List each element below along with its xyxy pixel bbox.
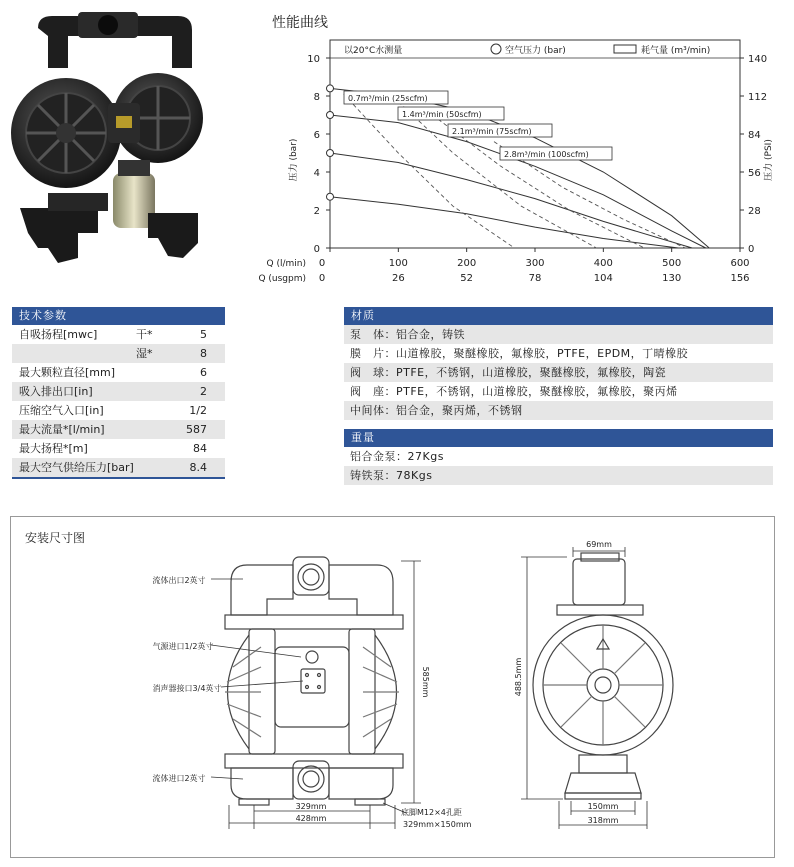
spec-sub: 干* [136,328,153,341]
dim-428: 428mm [295,814,327,823]
air-label: 2.8m³/min (100scfm) [504,150,589,159]
y-tick-label-bar: 10 [307,54,320,65]
spec-row [12,458,225,477]
dim-69: 69mm [586,540,612,549]
material-row: 阀 座：PTFE，不锈钢，山道橡胶，聚醚橡胶，氟橡胶，聚丙烯 [350,385,678,398]
spec-sub: 湿* [136,347,153,360]
spec-key: 吸入排出口[in] [19,385,93,398]
spec-key: 最大空气供给压力[bar] [19,461,134,474]
spec-value: 2 [200,385,207,398]
y-tick-label-bar: 6 [313,130,320,141]
y-tick-label-bar: 8 [313,92,320,103]
y-tick-label-bar: 2 [313,206,320,217]
material-row: 阀 球：PTFE，不锈钢，山道橡胶，聚醚橡胶，氟橡胶，陶瓷 [344,363,773,382]
spec-value: 5 [200,328,207,341]
air-label: 1.4m³/min (50scfm) [402,110,482,119]
weight-row: 铝合金泵：27Kgs [350,450,444,463]
spec-value: 587 [186,423,207,436]
x-tick-label-gpm: 104 [593,273,613,284]
weight-header: 重量 [344,429,773,447]
pump-photo [8,8,208,278]
x-tick-label-gpm: 130 [662,273,682,284]
x-tick-label-gpm: 78 [528,273,542,284]
spec-value: 84 [193,442,207,455]
legend-air-consumption: 耗气量 (m³/min) [641,46,711,56]
spec-row [12,401,225,420]
x-tick-label-gpm: 52 [460,273,474,284]
spec-value: 8 [200,347,207,360]
dim-488: 488.5mm [514,657,523,697]
spec-key: 压缩空气入口[in] [19,404,104,417]
legend-water: 以20°C水测量 [344,46,403,56]
spec-row [12,382,225,401]
pressure-curve-marker-0 [327,85,334,92]
material-row: 膜 片：山道橡胶，聚醚橡胶，氟橡胶，PTFE，EPDM，丁晴橡胶 [350,347,689,360]
x-label-lpm: Q (l/min) [266,259,306,269]
legend-air-pressure: 空气压力 (bar) [505,46,566,56]
installation-drawing [11,517,774,857]
spec-row [12,420,225,439]
material-header: 材质 [344,307,773,325]
side-view-leaders [521,547,647,829]
right-axis-label: 压力 (PSI) [764,139,774,181]
material-row: 中间体：铝合金，聚丙烯，不锈钢 [344,401,773,420]
air-label: 2.1m³/min (75scfm) [452,127,532,136]
front-view [225,557,403,805]
spec-row [12,344,225,363]
spec-key: 自吸扬程[mwc] [19,328,98,341]
y-tick-label-psi: 140 [748,54,768,65]
spec-key: 最大颗粒直径[mm] [19,366,116,379]
foot-note: 底脚M12×4孔距 [401,808,462,817]
x-tick-label-gpm: 0 [318,273,326,284]
weight-table [344,429,773,485]
label-outlet: 流体出口2英寸 [152,576,206,585]
spec-row [12,363,225,382]
spec-key: 最大流量*[l/min] [19,423,105,436]
x-tick-label-gpm: 26 [391,273,405,284]
spec-value: 8.4 [189,461,207,474]
x-label-gpm: Q (usgpm) [258,274,306,284]
y-tick-label-psi: 56 [748,168,761,179]
pressure-curve-marker-2 [327,150,334,157]
pressure-curve-marker-1 [327,112,334,119]
y-tick-label-psi: 84 [748,130,761,141]
curve-title: 性能曲线 [272,15,328,31]
dim-150: 150mm [587,802,619,811]
weight-row: 铸铁泵：78Kgs [344,466,773,485]
spec-row [12,325,225,344]
x-tick-label-lpm: 400 [593,258,613,269]
material-row: 泵 体：铝合金，铸铁 [344,325,773,344]
spec-table [12,307,225,479]
dim-329: 329mm [295,802,327,811]
air-label: 0.7m³/min (25scfm) [348,94,428,103]
left-axis-label: 压力 (bar) [289,138,299,182]
pressure-curve-marker-3 [327,193,334,200]
dim-318: 318mm [587,816,619,825]
y-tick-label-psi: 112 [748,92,768,103]
label-air-inlet: 气源进口1/2英寸 [152,642,214,651]
y-tick-label-bar: 0 [313,244,320,255]
x-tick-label-lpm: 300 [525,258,545,269]
legend-air-consumption-marker [614,45,636,53]
chart-plot-area [330,40,740,248]
x-tick-label-lpm: 600 [730,258,750,269]
spec-header: 技术参数 [12,307,225,325]
x-tick-label-lpm: 200 [457,258,477,269]
installation-drawing-panel [10,516,775,858]
x-tick-label-lpm: 0 [318,258,326,269]
pressure-curve-3 [330,197,679,248]
label-inlet: 流体进口2英寸 [152,774,206,783]
pressure-curve-2 [330,153,692,248]
front-view-leaders [211,561,421,829]
x-tick-label-lpm: 500 [662,258,682,269]
legend-air-pressure-marker [491,44,501,54]
spec-key: 最大扬程*[m] [19,442,88,455]
spec-value: 6 [200,366,207,379]
material-table [344,307,773,420]
performance-curve-chart [258,30,786,292]
y-tick-label-psi: 28 [748,206,761,217]
y-tick-label-bar: 4 [313,168,320,179]
x-tick-label-lpm: 100 [388,258,408,269]
foot-dim: 329mm×150mm [403,820,472,829]
side-view [533,553,673,799]
spec-row [12,439,225,458]
label-muffler: 消声器接口3/4英寸 [152,684,222,693]
dim-585: 585mm [421,666,430,698]
spec-value: 1/2 [189,404,207,417]
x-tick-label-gpm: 156 [730,273,750,284]
install-title: 安装尺寸图 [25,531,86,545]
y-tick-label-psi: 0 [748,244,755,255]
